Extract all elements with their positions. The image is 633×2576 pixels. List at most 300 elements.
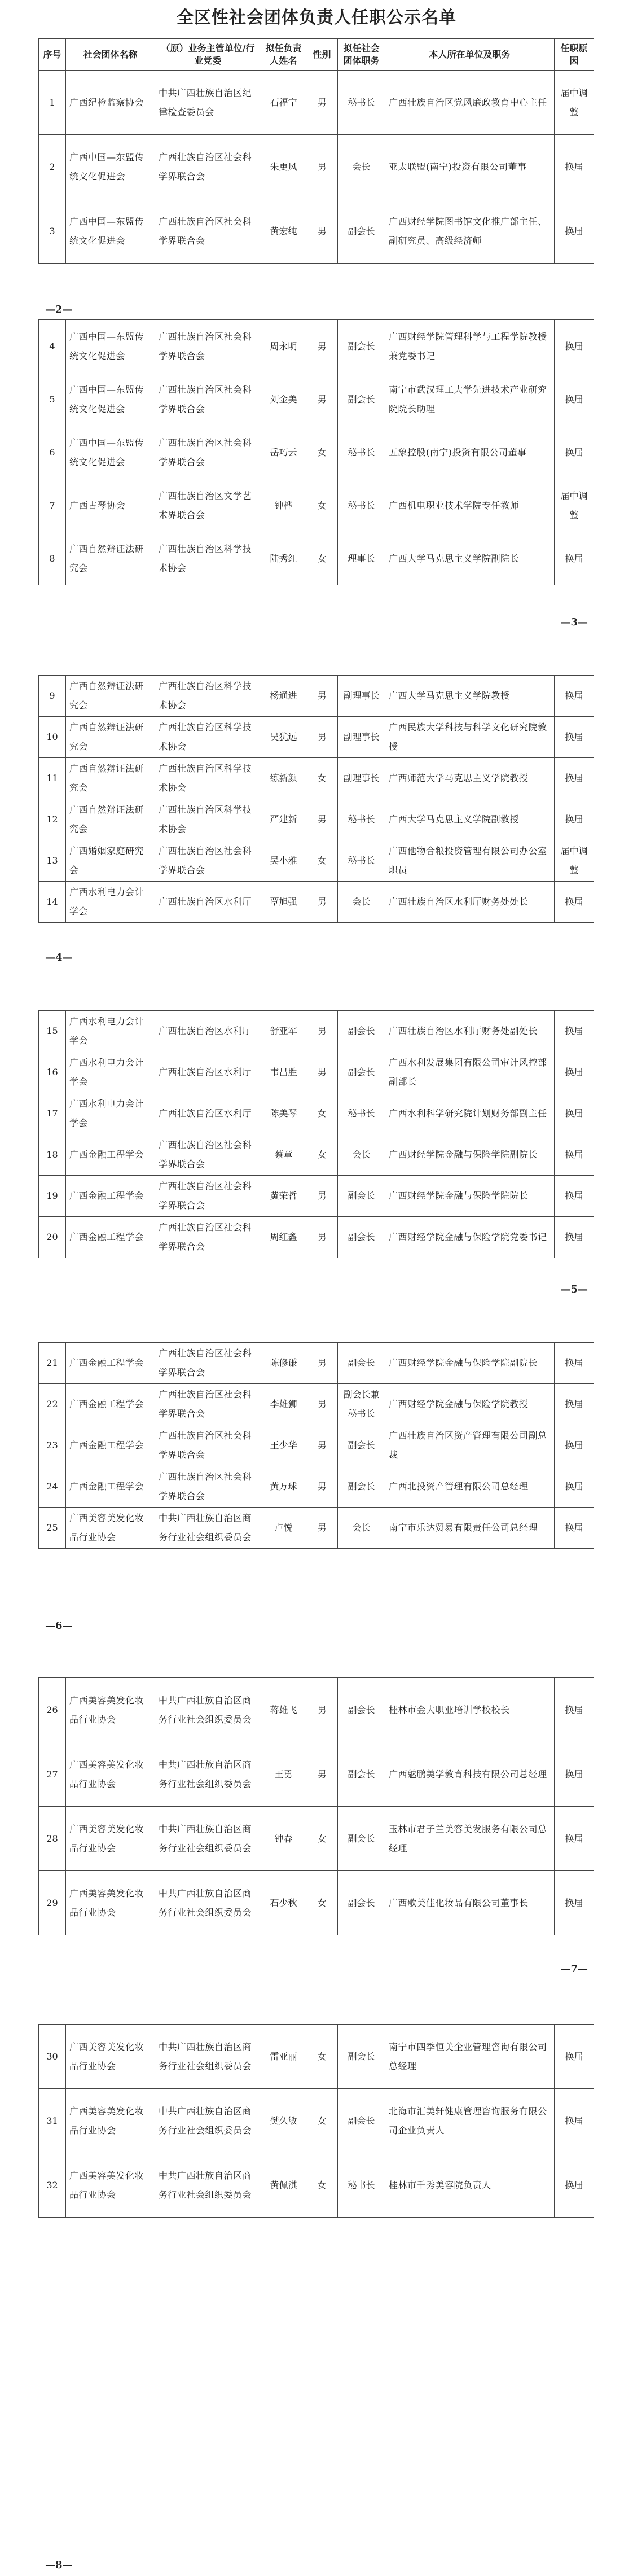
workplace-cell: 南宁市四季恒美企业管理咨询有限公司总经理: [385, 2025, 555, 2089]
table-row: [39, 426, 594, 479]
organization-name-cell: 广西自然辩证法研究会: [66, 758, 155, 799]
supervisor-unit-cell: 广西壮族自治区水利厅: [155, 1011, 261, 1052]
supervisor-unit-cell: 中共广西壮族自治区商务行业社会组织委员会: [155, 1508, 261, 1549]
workplace-cell: 广西财经学院管理科学与工程学院教授兼党委书记: [385, 320, 555, 373]
position-cell: 副会长: [338, 1871, 385, 1935]
reason-cell: 换届: [555, 1093, 594, 1134]
workplace-cell: 广西师范大学马克思主义学院教授: [385, 758, 555, 799]
workplace-cell: 桂林市千秀美容院负责人: [385, 2153, 555, 2218]
serial-number-cell: 10: [39, 717, 66, 758]
organization-name-cell: 广西中国—东盟传统文化促进会: [66, 135, 155, 199]
table-row: [39, 135, 594, 199]
organization-name-cell: 广西水利电力会计学会: [66, 1093, 155, 1134]
reason-cell: 换届: [555, 532, 594, 585]
header-candidate: 拟任负责人姓名: [261, 39, 306, 71]
gender-cell: 女: [306, 532, 338, 585]
candidate-name-cell: 钟桦: [261, 479, 306, 532]
serial-number-cell: 12: [39, 799, 66, 840]
gender-cell: 男: [306, 1466, 338, 1508]
position-cell: 秘书长: [338, 840, 385, 882]
candidate-name-cell: 卢悦: [261, 1508, 306, 1549]
workplace-cell: 广西歌美佳化妆品有限公司董事长: [385, 1871, 555, 1935]
gender-cell: 女: [306, 426, 338, 479]
position-cell: 秘书长: [338, 71, 385, 135]
workplace-cell: 广西财经学院图书馆文化推广部主任、副研究员、高级经济师: [385, 199, 555, 264]
table-header-row: [39, 39, 594, 71]
candidate-name-cell: 黄万球: [261, 1466, 306, 1508]
serial-number-cell: 18: [39, 1134, 66, 1176]
supervisor-unit-cell: 广西壮族自治区社会科学界联合会: [155, 1343, 261, 1384]
position-cell: 秘书长: [338, 479, 385, 532]
gender-cell: 女: [306, 758, 338, 799]
reason-cell: 届中调整: [555, 71, 594, 135]
position-cell: 副理事长: [338, 758, 385, 799]
reason-cell: 换届: [555, 1807, 594, 1871]
position-cell: 副会长: [338, 1052, 385, 1093]
table-row: [39, 1052, 594, 1093]
reason-cell: 换届: [555, 199, 594, 264]
position-cell: 副会长: [338, 199, 385, 264]
position-cell: 副会长兼秘书长: [338, 1384, 385, 1425]
serial-number-cell: 13: [39, 840, 66, 882]
page-number: —3—: [560, 616, 588, 628]
header-supervisor: （原）业务主管单位/行业党委: [155, 39, 261, 71]
reason-cell: 换届: [555, 373, 594, 426]
candidate-name-cell: 黄宏纯: [261, 199, 306, 264]
reason-cell: 换届: [555, 2089, 594, 2153]
supervisor-unit-cell: 广西壮族自治区社会科学界联合会: [155, 1134, 261, 1176]
serial-number-cell: 3: [39, 199, 66, 264]
gender-cell: 女: [306, 1871, 338, 1935]
candidate-name-cell: 周红鑫: [261, 1217, 306, 1258]
table-row: [39, 479, 594, 532]
serial-number-cell: 27: [39, 1742, 66, 1807]
workplace-cell: 五象控股(南宁)投资有限公司董事: [385, 426, 555, 479]
serial-number-cell: 16: [39, 1052, 66, 1093]
workplace-cell: 广西壮族自治区党风廉政教育中心主任: [385, 71, 555, 135]
organization-name-cell: 广西美容美发化妆品行业协会: [66, 1678, 155, 1742]
serial-number-cell: 20: [39, 1217, 66, 1258]
reason-cell: 换届: [555, 1425, 594, 1466]
gender-cell: 男: [306, 799, 338, 840]
position-cell: 会长: [338, 1134, 385, 1176]
organization-name-cell: 广西古琴协会: [66, 479, 155, 532]
position-cell: 理事长: [338, 532, 385, 585]
organization-name-cell: 广西自然辩证法研究会: [66, 717, 155, 758]
supervisor-unit-cell: 广西壮族自治区社会科学界联合会: [155, 1425, 261, 1466]
table-row: [39, 2089, 594, 2153]
candidate-name-cell: 钟春: [261, 1807, 306, 1871]
candidate-table-page-6: [38, 1342, 594, 1549]
organization-name-cell: 广西美容美发化妆品行业协会: [66, 1742, 155, 1807]
organization-name-cell: 广西金融工程学会: [66, 1217, 155, 1258]
supervisor-unit-cell: 广西壮族自治区社会科学界联合会: [155, 840, 261, 882]
workplace-cell: 广西财经学院金融与保险学院副院长: [385, 1343, 555, 1384]
gender-cell: 男: [306, 1384, 338, 1425]
gender-cell: 女: [306, 2153, 338, 2218]
header-gender: 性别: [306, 39, 338, 71]
supervisor-unit-cell: 广西壮族自治区水利厅: [155, 1052, 261, 1093]
gender-cell: 男: [306, 199, 338, 264]
candidate-name-cell: 陈修谦: [261, 1343, 306, 1384]
organization-name-cell: 广西美容美发化妆品行业协会: [66, 2025, 155, 2089]
workplace-cell: 桂林市金大职业培训学校校长: [385, 1678, 555, 1742]
workplace-cell: 广西他物合粮投资管理有限公司办公室职员: [385, 840, 555, 882]
header-workplace: 本人所在单位及职务: [385, 39, 555, 71]
reason-cell: 换届: [555, 2153, 594, 2218]
gender-cell: 女: [306, 1807, 338, 1871]
supervisor-unit-cell: 广西壮族自治区社会科学界联合会: [155, 426, 261, 479]
reason-cell: 换届: [555, 1508, 594, 1549]
candidate-name-cell: 石福宁: [261, 71, 306, 135]
serial-number-cell: 5: [39, 373, 66, 426]
workplace-cell: 广西大学马克思主义学院副院长: [385, 532, 555, 585]
position-cell: 副会长: [338, 320, 385, 373]
organization-name-cell: 广西中国—东盟传统文化促进会: [66, 320, 155, 373]
reason-cell: 换届: [555, 1871, 594, 1935]
supervisor-unit-cell: 中共广西壮族自治区商务行业社会组织委员会: [155, 1742, 261, 1807]
gender-cell: 男: [306, 882, 338, 923]
table-row: [39, 1093, 594, 1134]
supervisor-unit-cell: 广西壮族自治区科学技术协会: [155, 758, 261, 799]
table-row: [39, 71, 594, 135]
supervisor-unit-cell: 广西壮族自治区科学技术协会: [155, 532, 261, 585]
gender-cell: 男: [306, 135, 338, 199]
serial-number-cell: 24: [39, 1466, 66, 1508]
header-position: 拟任社会团体职务: [338, 39, 385, 71]
position-cell: 会长: [338, 1508, 385, 1549]
supervisor-unit-cell: 中共广西壮族自治区商务行业社会组织委员会: [155, 2025, 261, 2089]
table-row: [39, 882, 594, 923]
workplace-cell: 广西大学马克思主义学院副教授: [385, 799, 555, 840]
workplace-cell: 南宁市武汉理工大学先进技术产业研究院院长助理: [385, 373, 555, 426]
position-cell: 秘书长: [338, 2153, 385, 2218]
organization-name-cell: 广西纪检监察协会: [66, 71, 155, 135]
organization-name-cell: 广西中国—东盟传统文化促进会: [66, 199, 155, 264]
supervisor-unit-cell: 中共广西壮族自治区商务行业社会组织委员会: [155, 2153, 261, 2218]
candidate-name-cell: 韦昌胜: [261, 1052, 306, 1093]
gender-cell: 男: [306, 1678, 338, 1742]
position-cell: 副会长: [338, 1742, 385, 1807]
workplace-cell: 广西水利科学研究院计划财务部副主任: [385, 1093, 555, 1134]
gender-cell: 男: [306, 320, 338, 373]
workplace-cell: 广西民族大学科技与科学文化研究院教授: [385, 717, 555, 758]
gender-cell: 男: [306, 1742, 338, 1807]
supervisor-unit-cell: 广西壮族自治区水利厅: [155, 882, 261, 923]
table-row: [39, 1871, 594, 1935]
page-number: —6—: [45, 1620, 73, 1632]
organization-name-cell: 广西水利电力会计学会: [66, 882, 155, 923]
reason-cell: 换届: [555, 717, 594, 758]
organization-name-cell: 广西婚姻家庭研究会: [66, 840, 155, 882]
candidate-name-cell: 朱更风: [261, 135, 306, 199]
gender-cell: 男: [306, 1052, 338, 1093]
table-row: [39, 2153, 594, 2218]
gender-cell: 男: [306, 676, 338, 717]
page-number: —7—: [560, 1963, 588, 1975]
supervisor-unit-cell: 中共广西壮族自治区纪律检查委员会: [155, 71, 261, 135]
gender-cell: 男: [306, 1217, 338, 1258]
supervisor-unit-cell: 广西壮族自治区社会科学界联合会: [155, 135, 261, 199]
candidate-name-cell: 陆秀红: [261, 532, 306, 585]
candidate-name-cell: 吴犹远: [261, 717, 306, 758]
gender-cell: 男: [306, 1011, 338, 1052]
workplace-cell: 北海市汇美轩健康管理咨询服务有限公司企业负责人: [385, 2089, 555, 2153]
reason-cell: 换届: [555, 1052, 594, 1093]
supervisor-unit-cell: 广西壮族自治区文学艺术界联合会: [155, 479, 261, 532]
supervisor-unit-cell: 中共广西壮族自治区商务行业社会组织委员会: [155, 1807, 261, 1871]
position-cell: 秘书长: [338, 799, 385, 840]
serial-number-cell: 31: [39, 2089, 66, 2153]
candidate-table-page-7: [38, 1677, 594, 1935]
supervisor-unit-cell: 中共广西壮族自治区商务行业社会组织委员会: [155, 1871, 261, 1935]
table-row: [39, 320, 594, 373]
gender-cell: 女: [306, 840, 338, 882]
workplace-cell: 南宁市乐达贸易有限责任公司总经理: [385, 1508, 555, 1549]
table-row: [39, 1678, 594, 1742]
supervisor-unit-cell: 广西壮族自治区科学技术协会: [155, 799, 261, 840]
candidate-table-page-5: [38, 1010, 594, 1258]
reason-cell: 换届: [555, 1343, 594, 1384]
reason-cell: 换届: [555, 799, 594, 840]
table-row: [39, 1384, 594, 1425]
serial-number-cell: 32: [39, 2153, 66, 2218]
gender-cell: 女: [306, 479, 338, 532]
table-row: [39, 1343, 594, 1384]
workplace-cell: 广西壮族自治区水利厅财务处副处长: [385, 1011, 555, 1052]
organization-name-cell: 广西金融工程学会: [66, 1176, 155, 1217]
supervisor-unit-cell: 广西壮族自治区社会科学界联合会: [155, 1176, 261, 1217]
supervisor-unit-cell: 广西壮族自治区社会科学界联合会: [155, 1217, 261, 1258]
serial-number-cell: 11: [39, 758, 66, 799]
workplace-cell: 广西北投资产管理有限公司总经理: [385, 1466, 555, 1508]
serial-number-cell: 29: [39, 1871, 66, 1935]
table-row: [39, 1176, 594, 1217]
table-row: [39, 1134, 594, 1176]
candidate-table-page-3: [38, 319, 594, 585]
reason-cell: 换届: [555, 320, 594, 373]
table-row: [39, 2025, 594, 2089]
workplace-cell: 亚太联盟(南宁)投资有限公司董事: [385, 135, 555, 199]
organization-name-cell: 广西中国—东盟传统文化促进会: [66, 426, 155, 479]
position-cell: 副理事长: [338, 676, 385, 717]
organization-name-cell: 广西自然辩证法研究会: [66, 676, 155, 717]
reason-cell: 换届: [555, 135, 594, 199]
gender-cell: 男: [306, 717, 338, 758]
position-cell: 副理事长: [338, 717, 385, 758]
page-number: —8—: [45, 2559, 73, 2571]
table-row: [39, 799, 594, 840]
supervisor-unit-cell: 广西壮族自治区社会科学界联合会: [155, 1384, 261, 1425]
reason-cell: 换届: [555, 2025, 594, 2089]
workplace-cell: 广西水利发展集团有限公司审计风控部副部长: [385, 1052, 555, 1093]
supervisor-unit-cell: 中共广西壮族自治区商务行业社会组织委员会: [155, 2089, 261, 2153]
gender-cell: 男: [306, 373, 338, 426]
position-cell: 秘书长: [338, 426, 385, 479]
reason-cell: 换届: [555, 1176, 594, 1217]
page-number: —5—: [560, 1283, 588, 1295]
organization-name-cell: 广西美容美发化妆品行业协会: [66, 2089, 155, 2153]
reason-cell: 换届: [555, 1217, 594, 1258]
candidate-name-cell: 刘金美: [261, 373, 306, 426]
reason-cell: 换届: [555, 1466, 594, 1508]
gender-cell: 男: [306, 1343, 338, 1384]
table-row: [39, 532, 594, 585]
candidate-name-cell: 樊久敏: [261, 2089, 306, 2153]
serial-number-cell: 22: [39, 1384, 66, 1425]
candidate-name-cell: 杨通进: [261, 676, 306, 717]
supervisor-unit-cell: 广西壮族自治区社会科学界联合会: [155, 1466, 261, 1508]
gender-cell: 男: [306, 1508, 338, 1549]
organization-name-cell: 广西金融工程学会: [66, 1384, 155, 1425]
reason-cell: 换届: [555, 1678, 594, 1742]
organization-name-cell: 广西美容美发化妆品行业协会: [66, 1508, 155, 1549]
candidate-name-cell: 黄佩淇: [261, 2153, 306, 2218]
supervisor-unit-cell: 中共广西壮族自治区商务行业社会组织委员会: [155, 1678, 261, 1742]
position-cell: 副会长: [338, 2025, 385, 2089]
table-row: [39, 758, 594, 799]
reason-cell: 换届: [555, 1742, 594, 1807]
organization-name-cell: 广西自然辩证法研究会: [66, 532, 155, 585]
candidate-table-page-4: [38, 675, 594, 923]
organization-name-cell: 广西美容美发化妆品行业协会: [66, 1871, 155, 1935]
serial-number-cell: 26: [39, 1678, 66, 1742]
workplace-cell: 广西财经学院金融与保险学院院长: [385, 1176, 555, 1217]
supervisor-unit-cell: 广西壮族自治区社会科学界联合会: [155, 320, 261, 373]
table-row: [39, 1425, 594, 1466]
candidate-name-cell: 舒亚军: [261, 1011, 306, 1052]
organization-name-cell: 广西水利电力会计学会: [66, 1011, 155, 1052]
workplace-cell: 广西机电职业技术学院专任教师: [385, 479, 555, 532]
organization-name-cell: 广西金融工程学会: [66, 1134, 155, 1176]
candidate-name-cell: 王少华: [261, 1425, 306, 1466]
position-cell: 秘书长: [338, 1093, 385, 1134]
page-number: —4—: [45, 952, 73, 963]
workplace-cell: 广西壮族自治区资产管理有限公司副总裁: [385, 1425, 555, 1466]
workplace-cell: 广西财经学院金融与保险学院党委书记: [385, 1217, 555, 1258]
reason-cell: 换届: [555, 676, 594, 717]
supervisor-unit-cell: 广西壮族自治区社会科学界联合会: [155, 199, 261, 264]
reason-cell: 届中调整: [555, 479, 594, 532]
serial-number-cell: 28: [39, 1807, 66, 1871]
candidate-name-cell: 练新颜: [261, 758, 306, 799]
candidate-name-cell: 石少秋: [261, 1871, 306, 1935]
table-row: [39, 1466, 594, 1508]
supervisor-unit-cell: 广西壮族自治区社会科学界联合会: [155, 373, 261, 426]
serial-number-cell: 9: [39, 676, 66, 717]
organization-name-cell: 广西金融工程学会: [66, 1425, 155, 1466]
reason-cell: 换届: [555, 426, 594, 479]
workplace-cell: 广西财经学院金融与保险学院副院长: [385, 1134, 555, 1176]
workplace-cell: 广西财经学院金融与保险学院教授: [385, 1384, 555, 1425]
serial-number-cell: 2: [39, 135, 66, 199]
table-row: [39, 717, 594, 758]
position-cell: 副会长: [338, 1176, 385, 1217]
table-row: [39, 676, 594, 717]
supervisor-unit-cell: 广西壮族自治区水利厅: [155, 1093, 261, 1134]
candidate-name-cell: 吴小雅: [261, 840, 306, 882]
gender-cell: 女: [306, 1093, 338, 1134]
position-cell: 副会长: [338, 1807, 385, 1871]
serial-number-cell: 6: [39, 426, 66, 479]
serial-number-cell: 30: [39, 2025, 66, 2089]
candidate-name-cell: 严建新: [261, 799, 306, 840]
position-cell: 副会长: [338, 2089, 385, 2153]
position-cell: 副会长: [338, 1343, 385, 1384]
serial-number-cell: 21: [39, 1343, 66, 1384]
document-title: 全区性社会团体负责人任职公示名单: [177, 8, 456, 28]
candidate-table-page-8: [38, 2024, 594, 2218]
table-row: [39, 840, 594, 882]
supervisor-unit-cell: 广西壮族自治区科学技术协会: [155, 676, 261, 717]
gender-cell: 女: [306, 1134, 338, 1176]
candidate-name-cell: 蔡章: [261, 1134, 306, 1176]
organization-name-cell: 广西美容美发化妆品行业协会: [66, 1807, 155, 1871]
serial-number-cell: 14: [39, 882, 66, 923]
header-reason: 任职原因: [555, 39, 594, 71]
organization-name-cell: 广西金融工程学会: [66, 1343, 155, 1384]
table-row: [39, 199, 594, 264]
gender-cell: 男: [306, 1176, 338, 1217]
organization-name-cell: 广西中国—东盟传统文化促进会: [66, 373, 155, 426]
position-cell: 会长: [338, 135, 385, 199]
table-row: [39, 1508, 594, 1549]
reason-cell: 届中调整: [555, 840, 594, 882]
candidate-name-cell: 王勇: [261, 1742, 306, 1807]
workplace-cell: 广西壮族自治区水利厅财务处处长: [385, 882, 555, 923]
organization-name-cell: 广西水利电力会计学会: [66, 1052, 155, 1093]
candidate-name-cell: 雷亚丽: [261, 2025, 306, 2089]
workplace-cell: 广西魅鹏美学教育科技有限公司总经理: [385, 1742, 555, 1807]
gender-cell: 男: [306, 71, 338, 135]
candidate-name-cell: 周永明: [261, 320, 306, 373]
page-number: —2—: [45, 304, 73, 316]
candidate-table-page-2: [38, 38, 594, 264]
gender-cell: 女: [306, 2089, 338, 2153]
position-cell: 副会长: [338, 373, 385, 426]
reason-cell: 换届: [555, 1134, 594, 1176]
reason-cell: 换届: [555, 758, 594, 799]
serial-number-cell: 1: [39, 71, 66, 135]
table-row: [39, 1011, 594, 1052]
candidate-name-cell: 李雄狮: [261, 1384, 306, 1425]
serial-number-cell: 25: [39, 1508, 66, 1549]
table-row: [39, 1742, 594, 1807]
candidate-name-cell: 黄荣哲: [261, 1176, 306, 1217]
position-cell: 副会长: [338, 1466, 385, 1508]
position-cell: 副会长: [338, 1011, 385, 1052]
position-cell: 副会长: [338, 1678, 385, 1742]
serial-number-cell: 4: [39, 320, 66, 373]
workplace-cell: 玉林市君子兰美容美发服务有限公司总经理: [385, 1807, 555, 1871]
candidate-name-cell: 陈美琴: [261, 1093, 306, 1134]
table-row: [39, 1217, 594, 1258]
reason-cell: 换届: [555, 882, 594, 923]
serial-number-cell: 17: [39, 1093, 66, 1134]
organization-name-cell: 广西金融工程学会: [66, 1466, 155, 1508]
candidate-name-cell: 蒋雄飞: [261, 1678, 306, 1742]
candidate-name-cell: 覃旭强: [261, 882, 306, 923]
serial-number-cell: 15: [39, 1011, 66, 1052]
table-row: [39, 1807, 594, 1871]
header-organization: 社会团体名称: [66, 39, 155, 71]
table-row: [39, 373, 594, 426]
candidate-name-cell: 岳巧云: [261, 426, 306, 479]
supervisor-unit-cell: 广西壮族自治区科学技术协会: [155, 717, 261, 758]
position-cell: 会长: [338, 882, 385, 923]
header-serial: 序号: [39, 39, 66, 71]
gender-cell: 男: [306, 1425, 338, 1466]
